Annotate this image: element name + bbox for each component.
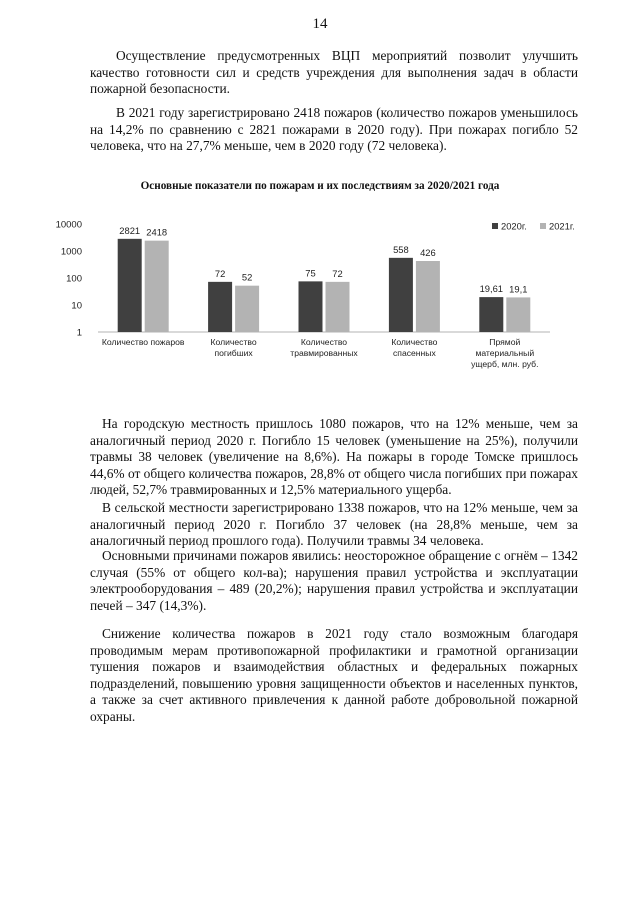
legend-swatch-2021 (540, 223, 546, 229)
category-label: спасенных (393, 348, 436, 358)
legend-swatch-2020 (492, 223, 498, 229)
legend-label: 2021г. (549, 220, 575, 232)
bar-2021-2 (326, 282, 350, 332)
page-number: 14 (312, 16, 328, 32)
paragraph-intro: Осуществление предусмотренных ВЦП мероприятий позволит улучшить качество готовности сил и средств учреждения для выполнения задач в области пожарной безопасности. (90, 48, 578, 97)
fire-statistics-chart (50, 208, 590, 378)
data-label: 558 (393, 243, 409, 255)
data-label: 426 (420, 247, 436, 259)
bar-2021-4 (506, 297, 530, 332)
y-tick-label: 1000 (60, 246, 82, 258)
category-label: ущерб, млн. руб. (471, 359, 539, 369)
paragraph-causes: Основными причинами пожаров явились: неосторожное обращение с огнём – 1342 случая (55% от общего кол-ва); нарушения правил устройства и эксплуатации электрооборудования – 489 (20,2%); нарушения правил устройства и эксплуатации печей – 347 (14,3%). (90, 548, 578, 613)
paragraph-rural: В сельской местности зарегистрировано 1338 пожаров, что на 12% меньше, чем за аналогичный период 2020 г. Погибло 37 человек (на 28,8% меньше, чем за аналогичный период прошлого года). Получили травмы 34 человека. (90, 500, 578, 549)
category-label: Количество пожаров (101, 337, 185, 347)
bar-2020-3 (389, 258, 413, 332)
bar-2020-0 (118, 239, 142, 332)
category-label: травмированных (290, 348, 358, 358)
data-label: 2821 (119, 224, 141, 236)
data-label: 52 (241, 271, 253, 283)
chart-title: Основные показатели по пожарам и их последствиям за 2020/2021 года (140, 180, 500, 192)
paragraph-fires-2021: В 2021 году зарегистрировано 2418 пожаров (количество пожаров уменьшилось на 14,2% по сравнению с 2821 пожарами в 2020 году). При пожарах погибло 52 человека, что на 27,7% меньше, чем в 2020 году (72 человека). (90, 105, 578, 154)
data-label: 19,1 (509, 283, 528, 295)
paragraph-conclusion: Снижение количества пожаров в 2021 году стало возможным благодаря проводимым мерам противопожарной профилактики и грамотной организации тушения пожаров и взаимодействия областных и федеральных пожарных подразделений, повышению уровня защищенности объектов и населенных пунктов, а также за счет активного привлечения к данной работе добровольной пожарной охраны. (90, 626, 578, 724)
bar-2021-3 (416, 261, 440, 332)
bar-2020-4 (479, 297, 503, 332)
category-label: Количество (300, 337, 348, 347)
data-label: 72 (332, 267, 343, 279)
bar-2021-0 (145, 241, 169, 332)
category-label: Количество (391, 337, 438, 347)
category-label: Количество (210, 337, 257, 347)
data-label: 2418 (146, 226, 168, 238)
bar-2020-1 (208, 282, 232, 332)
category-label: материальный (475, 348, 535, 358)
data-label: 19,61 (479, 283, 504, 295)
legend-label: 2020г. (501, 220, 527, 232)
category-label: Прямой (489, 337, 521, 347)
bar-2021-1 (235, 286, 259, 332)
bar-2020-2 (299, 281, 323, 332)
paragraph-urban: На городскую местность пришлось 1080 пожаров, что на 12% меньше, чем за аналогичный период 2020 г. Погибло 15 человек (уменьшение на 25%), получили травмы 38 человек (увеличение на 8,6%). На пожары в городе Томске пришлось 44,6% от общего количества пожаров, 28,8% от общего числа погибших при пожарах людей, 52,7% травмированных и 12,5% материального ущерба. (90, 416, 578, 498)
y-tick-label: 1 (76, 327, 82, 339)
y-tick-label: 100 (66, 273, 82, 285)
category-label: погибших (214, 348, 253, 358)
data-label: 75 (305, 267, 316, 279)
y-tick-label: 10000 (55, 219, 82, 231)
data-label: 72 (214, 267, 226, 279)
y-tick-label: 10 (71, 300, 82, 312)
